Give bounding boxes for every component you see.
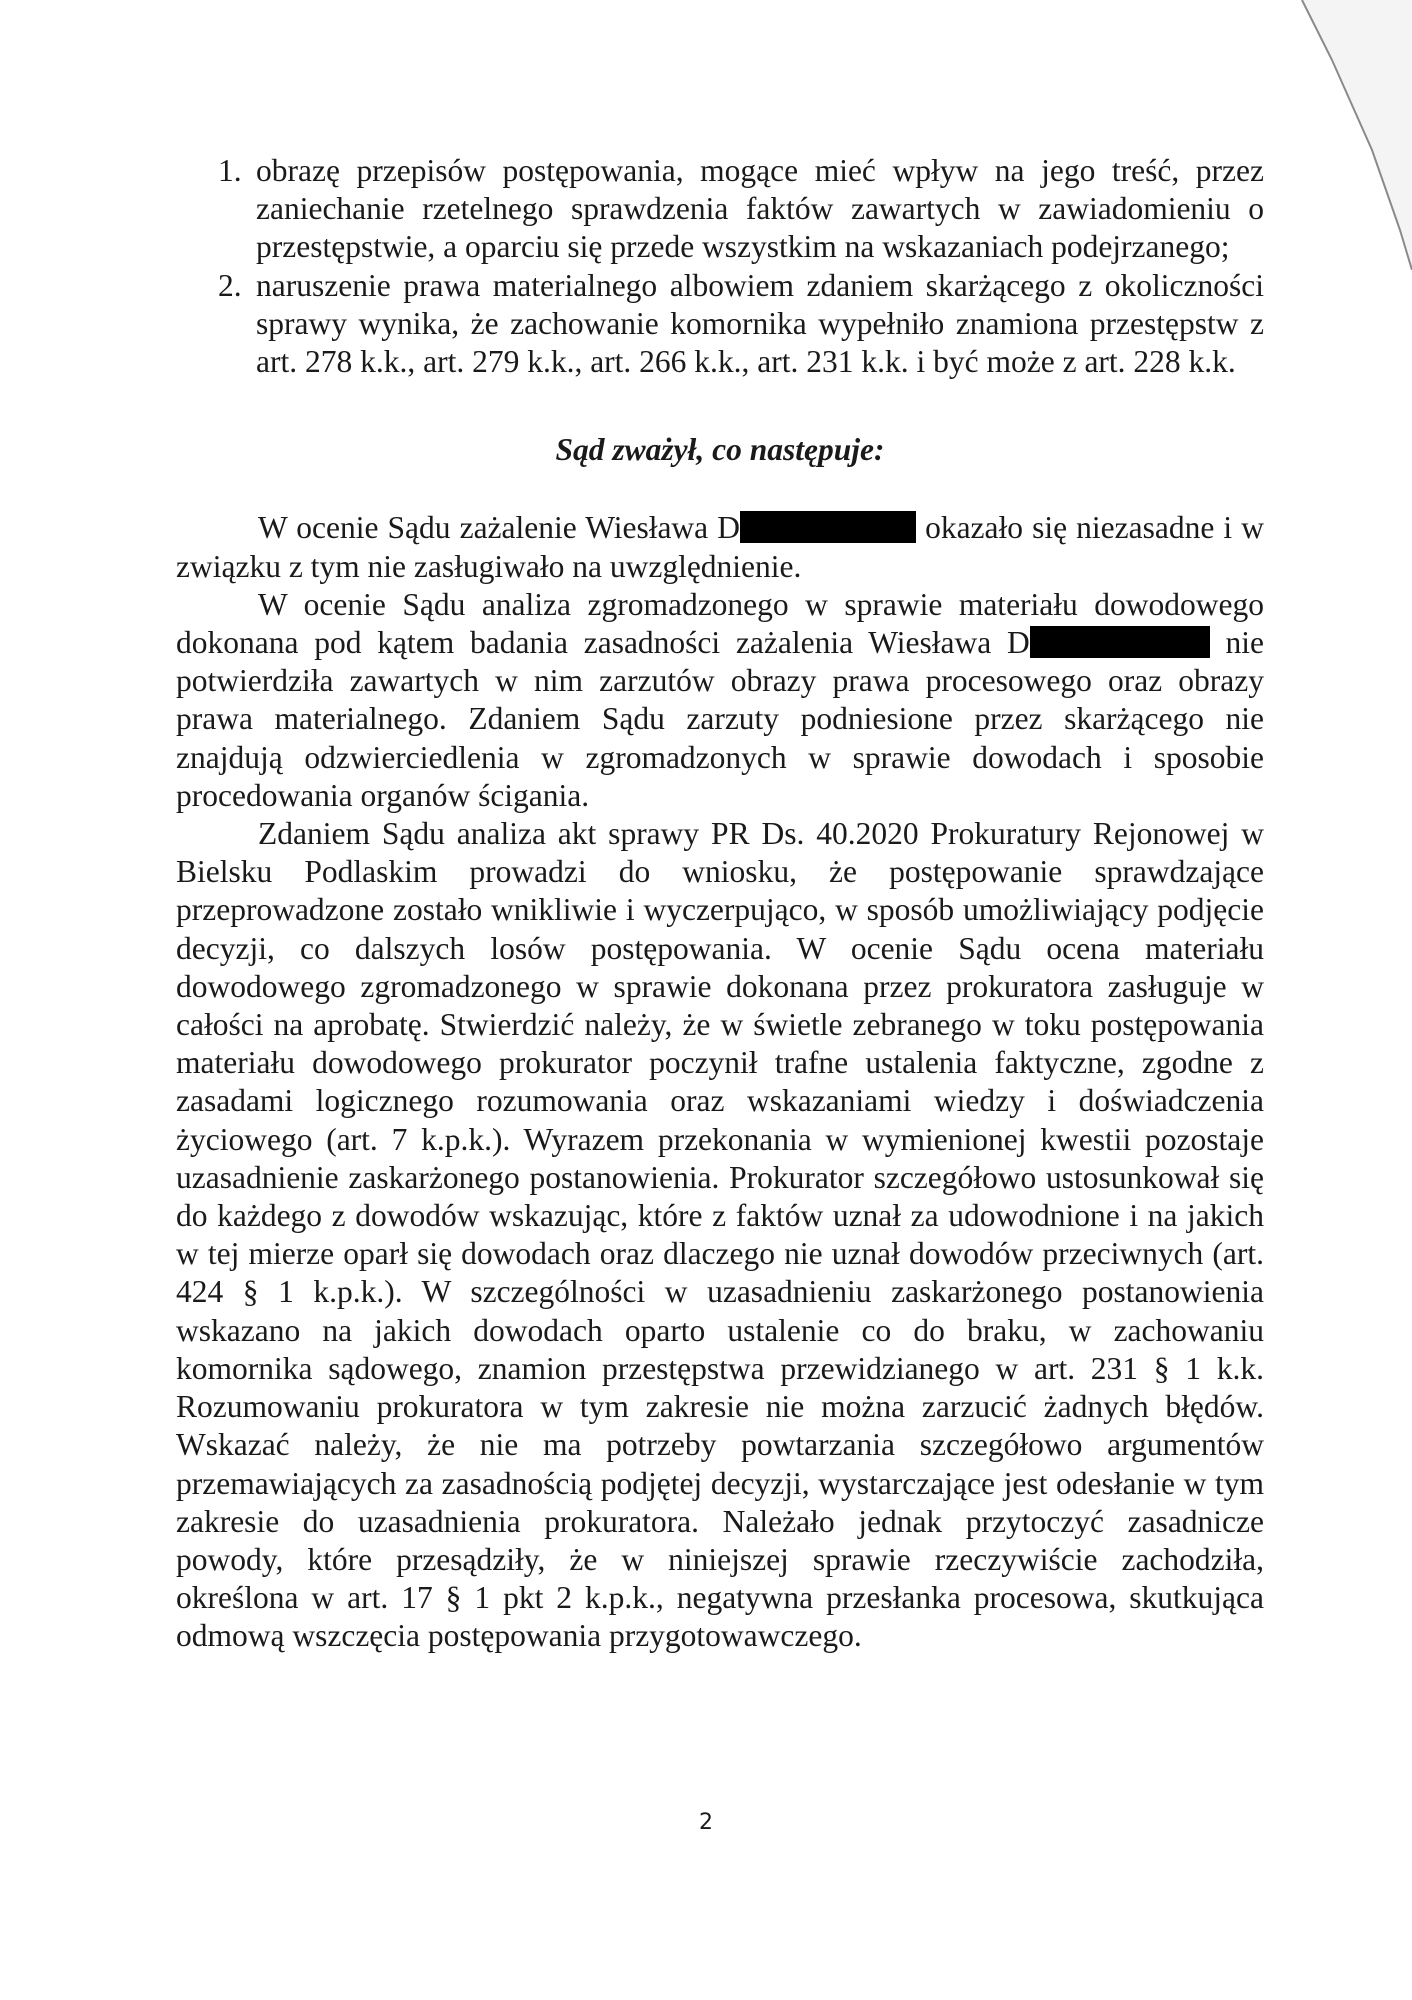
paragraph	[176, 586, 1264, 815]
paragraph: Zdaniem Sądu analiza akt sprawy PR Ds. 40.2020 Prokuratury Rejonowej w Bielsku Podlaskim prowadzi do wniosku, że postępowanie sprawdzające przeprowadzone zostało wnikliwie i wyczerpująco, w sposób umożliwiający podjęcie decyzji, co dalszych losów postępowania. W ocenie Sądu ocena materiału dowodowego zgromadzonego w sprawie dokonana przez prokuratora zasługuje w całości na aprobatę. Stwierdzić należy, że w świetle zebranego w toku postępowania materiału dowodowego prokurator poczynił trafne ustalenia faktyczne, zgodne z zasadami logicznego rozumowania oraz wskazaniami wiedzy i doświadczenia życiowego (art. 7 k.p.k.). Wyrazem przekonania w wymienionej kwestii pozostaje uzasadnienie zaskarżonego postanowienia. Prokurator szczegółowo ustosunkował się do każdego z dowodów wskazując, które z faktów uznał za udowodnione i na jakich w tej mierze oparł się dowodach oraz dlaczego nie uznał dowodów przeciwnych (art. 424 § 1 k.p.k.). W szczególności w uzasadnieniu zaskarżonego postanowienia wskazano na jakich dowodach oparto ustalenie co do braku, w zachowaniu komornika sądowego, znamion przestępstwa przewidzianego w art. 231 § 1 k.k. Rozumowaniu prokuratora w tym zakresie nie można zarzucić żadnych błędów. Wskazać należy, że nie ma potrzeby powtarzania szczegółowo argumentów przemawiających za zasadnością podjętej decyzji, wystarczające jest odesłanie w tym zakresie do uzasadnienia prokuratora. Należało jednak przytoczyć zasadnicze powody, które przesądziły, że w niniejszej sprawie rzeczywiście zachodziła, określona w art. 17 § 1 pkt 2 k.p.k., negatywna przesłanka procesowa, skutkująca odmową wszczęcia postępowania przygotowawczego.	[176, 816, 1264, 1654]
redaction-box	[740, 511, 916, 543]
paragraph	[176, 509, 1264, 585]
objections-list	[176, 152, 1264, 381]
objection-item	[218, 152, 1264, 267]
objection-text: naruszenie prawa materialnego albowiem zdaniem skarżącego z okoliczności sprawy wynika, że zachowanie komornika wypełniło znamiona przestępstw z art. 278 k.k., art. 279 k.k., art. 266 k.k., art. 231 k.k. i być może z art. 228 k.k.	[256, 267, 1264, 380]
paragraph-text: W ocenie Sądu analiza zgromadzonego w sprawie materiału dowodowego dokonana pod kątem badania zasadności zażalenia Wiesława D	[176, 586, 1264, 661]
page-number: 2	[699, 1810, 713, 1835]
paragraph-text: nie potwierdziła zawartych w nim zarzutów obrazy prawa procesowego oraz obrazy prawa materialnego. Zdaniem Sądu zarzuty podniesione przez skarżącego nie znajdują odzwierciedlenia w zgromadzonych w sprawie dowodach i sposobie procedowania organów ścigania.	[176, 625, 1265, 813]
objection-number: 1.	[218, 153, 242, 188]
paragraph-text: W ocenie Sądu zażalenie Wiesława D	[258, 510, 740, 546]
paragraph-text: okazało się niezasadne i w związku z tym nie zasługiwało na uwzględnienie.	[176, 510, 1264, 584]
scan-corner-fold	[1262, 0, 1412, 270]
section-heading: Sąd zważył, co następuje:	[555, 432, 885, 468]
document-body	[176, 152, 1264, 1656]
objection-number: 2.	[218, 267, 242, 303]
objection-text: obrazę przepisów postępowania, mogące mieć wpływ na jego treść, przez zaniechanie rzetelnego sprawdzenia faktów zawartych w zawiadomieniu o przestępstwie, a oparciu się przede wszystkim na wskazaniach podejrzanego;	[256, 153, 1264, 265]
objection-item	[218, 267, 1264, 382]
redaction-box	[1030, 626, 1210, 658]
